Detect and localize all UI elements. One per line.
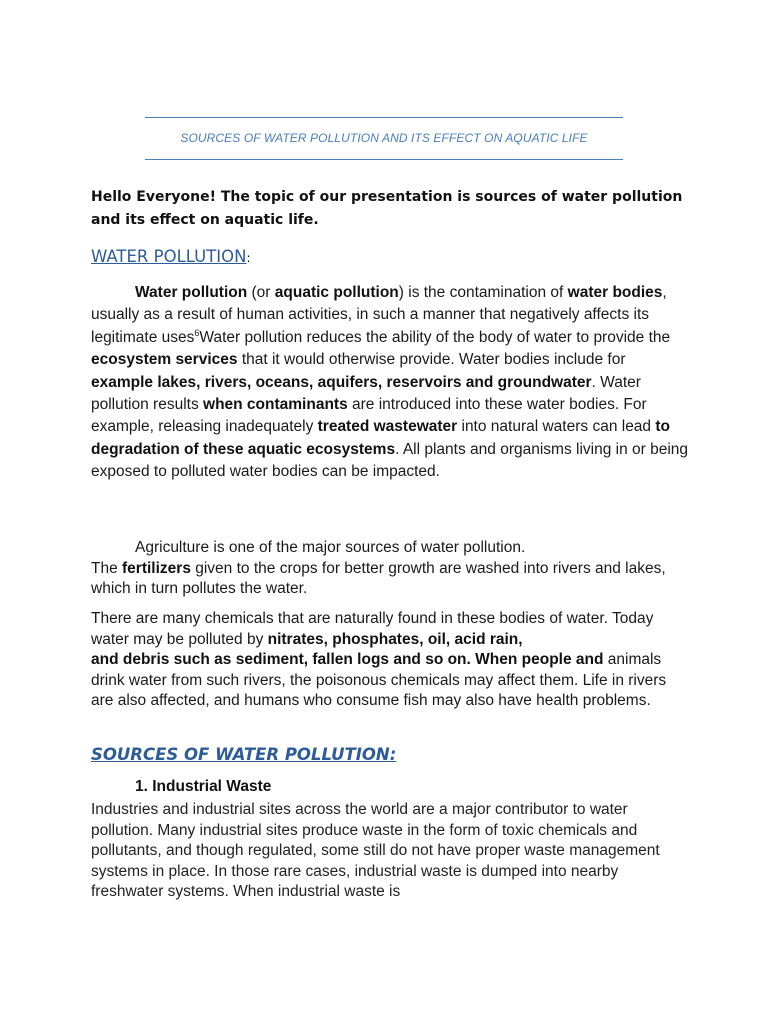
term-water-pollution: Water pollution: [135, 284, 248, 301]
intro-paragraph: Hello Everyone! The topic of our presentation is sources of water pollution and its effect on aquatic life.: [91, 189, 683, 228]
text-span: Agriculture is one of the major sources of water pollution.: [135, 539, 526, 556]
term-treated-wastewater: treated wastewater: [317, 418, 458, 436]
term-aquatic-pollution: aquatic pollution: [274, 284, 399, 301]
title-rule-bottom: [145, 159, 623, 160]
document-title: SOURCES OF WATER POLLUTION AND ITS EFFECT ON AQUATIC LIFE: [180, 131, 588, 145]
text-span: ) is the contamination of: [398, 284, 568, 301]
title-rule-top: [145, 117, 623, 118]
chemicals-paragraph: [91, 609, 691, 712]
text-span: (or: [247, 284, 275, 301]
term-water-bodies: water bodies: [567, 284, 663, 301]
industrial-waste-heading: 1. Industrial Waste: [135, 778, 272, 795]
sources-heading: SOURCES OF WATER POLLUTION:: [91, 745, 397, 764]
term-contaminants: when contaminants: [203, 396, 348, 414]
agriculture-paragraph: [91, 538, 691, 600]
term-debris: and debris such as sediment, fallen logs and so on. When people and: [91, 651, 604, 669]
term-fertilizers: fertilizers: [122, 559, 191, 577]
text-span: into natural waters can lead: [457, 418, 656, 436]
industrial-waste-paragraph: Industries and industrial sites across the world are a major contributor to water pollution. Many industrial sites produce waste in the form of toxic chemicals and pollutants, and though regulated, some still do not have proper waste management systems in place. In those rare cases, industrial waste is dumped into nearby freshwater systems. When industrial waste is: [91, 801, 660, 901]
text-span: animals drink water from such rivers, the poisonous chemicals may affect them. Life in rivers are also affected, and humans who consume fish may also have health problems.: [91, 651, 667, 710]
citation-superscript: 6: [194, 327, 200, 338]
water-pollution-paragraph: [91, 282, 691, 484]
term-pollutants-list: nitrates, phosphates, oil, acid rain,: [267, 630, 523, 648]
term-examples: example lakes, rivers, oceans, aquifers, reservoirs and groundwater: [91, 373, 592, 391]
text-span: . Water pollution results: [91, 373, 641, 414]
text-span: given to the crops for better growth are washed into rivers and lakes, which in turn pollutes the water.: [91, 559, 666, 598]
water-pollution-heading: [91, 247, 251, 266]
term-ecosystem-services: ecosystem services: [91, 351, 238, 369]
text-span: There are many chemicals that are naturally found in these bodies of water. Today water may be polluted by: [91, 610, 654, 648]
text-span: . All plants and organisms living in or being exposed to polluted water bodies can be impacted.: [91, 440, 689, 481]
water-pollution-heading-text: WATER POLLUTION: [91, 247, 247, 266]
text-span: that it would otherwise provide. Water bodies include for: [237, 351, 626, 369]
text-span: , usually as a result of human activities, in such a manner that negatively affects its legitimate uses: [91, 284, 667, 346]
term-degradation: to degradation of these aquatic ecosystems: [91, 418, 670, 458]
text-span: are introduced into these water bodies. For example, releasing inadequately: [91, 396, 647, 436]
heading-colon: :: [246, 251, 251, 265]
text-span: Water pollution reduces the ability of the body of water to provide the: [199, 328, 671, 346]
text-span: The: [91, 559, 123, 577]
